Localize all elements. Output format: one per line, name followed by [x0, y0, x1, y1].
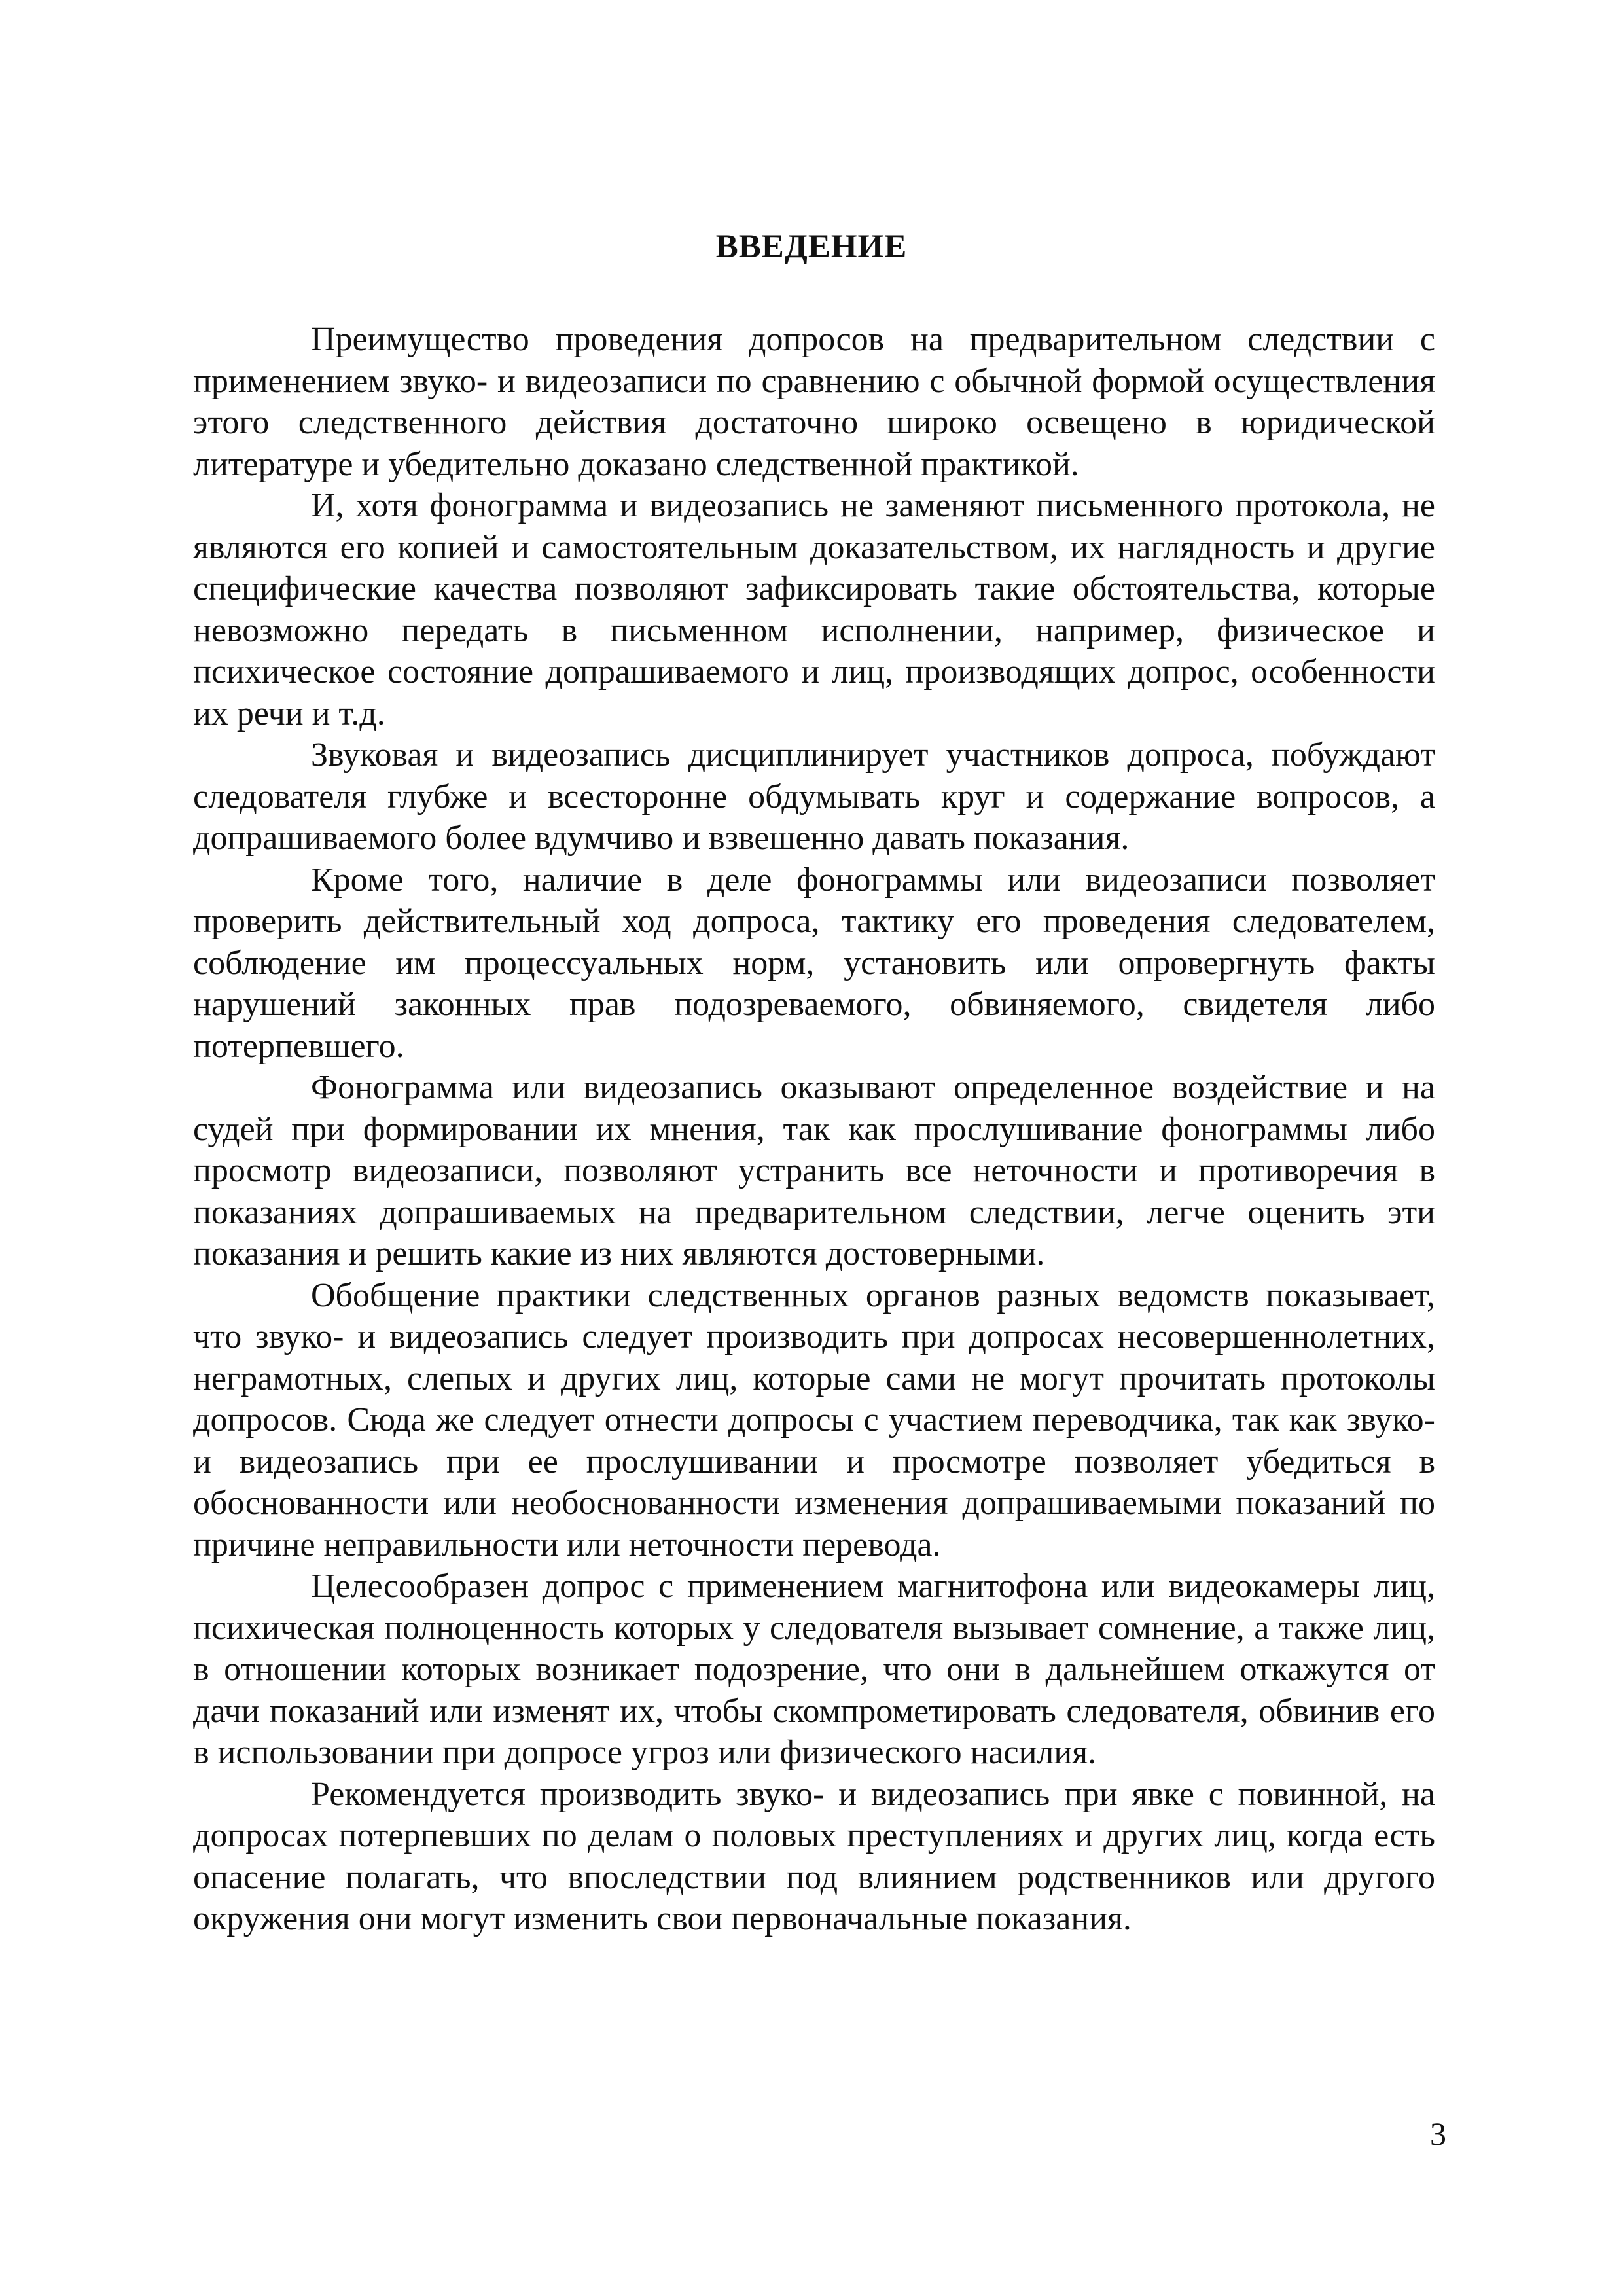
page-number: 3 — [1430, 2115, 1446, 2152]
body-text — [193, 319, 1435, 1940]
paragraph: Фонограмма или видеозапись оказывают определенное воздействие и на судей при формировании их мнения, так как прослушивание фонограммы либо просмотр видеозаписи, позволяют устранить все неточности и противоречия в показаниях допрашиваемых на предварительном следствии, легче оценить эти показания и решить какие из них являются достоверными. — [193, 1069, 1435, 1272]
section-heading: ВВЕДЕНИЕ — [715, 228, 908, 265]
paragraph: Звуковая и видеозапись дисциплинирует участников допроса, побуждают следователя глубже и всесторонне обдумывать круг и содержание вопросов, а допрашиваемого более вдумчиво и взвешенно давать показания. — [193, 736, 1435, 857]
paragraph: Рекомендуется производить звуко- и видеозапись при явке с повинной, на допросах потерпевших по делам о половых преступлениях и других лиц, когда есть опасение полагать, что впоследствии под влиянием родственников или другого окружения они могут изменить свои первоначальные показания. — [193, 1775, 1435, 1937]
paragraph: Целесообразен допрос с применением магнитофона или видеокамеры лиц, психическая полноценность которых у следователя вызывает сомнение, а также лиц, в отношении которых возникает подозрение, что они в дальнейшем откажутся от дачи показаний или изменят их, чтобы скомпрометировать следователя, обвинив его в использовании при допросе угроз или физического насилия. — [193, 1568, 1435, 1771]
paragraph: Обобщение практики следственных органов разных ведомств показывает, что звуко- и видеозапись следует производить при допросах несовершеннолетних, неграмотных, слепых и других лиц, которые сами не могут прочитать протоколы допросов. Сюда же следует отнести допросы с участием переводчика, так как звуко- и видеозапись при ее прослушивании и просмотре позволяет убедиться в обоснованности или необоснованности изменения допрашиваемыми показаний по причине неправильности или неточности перевода. — [193, 1276, 1435, 1564]
paragraph: И, хотя фонограмма и видеозапись не заменяют письменного протокола, не являются его копией и самостоятельным доказательством, их наглядность и другие специфические качества позволяют зафиксировать такие обстоятельства, которые невозможно передать в письменном исполнении, например, физическое и психическое состояние допрашиваемого и лиц, производящих допрос, особенности их речи и т.д. — [193, 487, 1435, 732]
paragraph: Кроме того, наличие в деле фонограммы или видеозаписи позволяет проверить действительный ход допроса, тактику его проведения следователем, соблюдение им процессуальных норм, установить или опровергнуть факты нарушений законных прав подозреваемого, обвиняемого, свидетеля либо потерпевшего. — [193, 861, 1435, 1065]
paragraph: Преимущество проведения допросов на предварительном следствии с применением звуко- и видеозаписи по сравнению с обычной формой осуществления этого следственного действия достаточно широко освещено в юридической литературе и убедительно доказано следственной практикой. — [193, 321, 1435, 483]
